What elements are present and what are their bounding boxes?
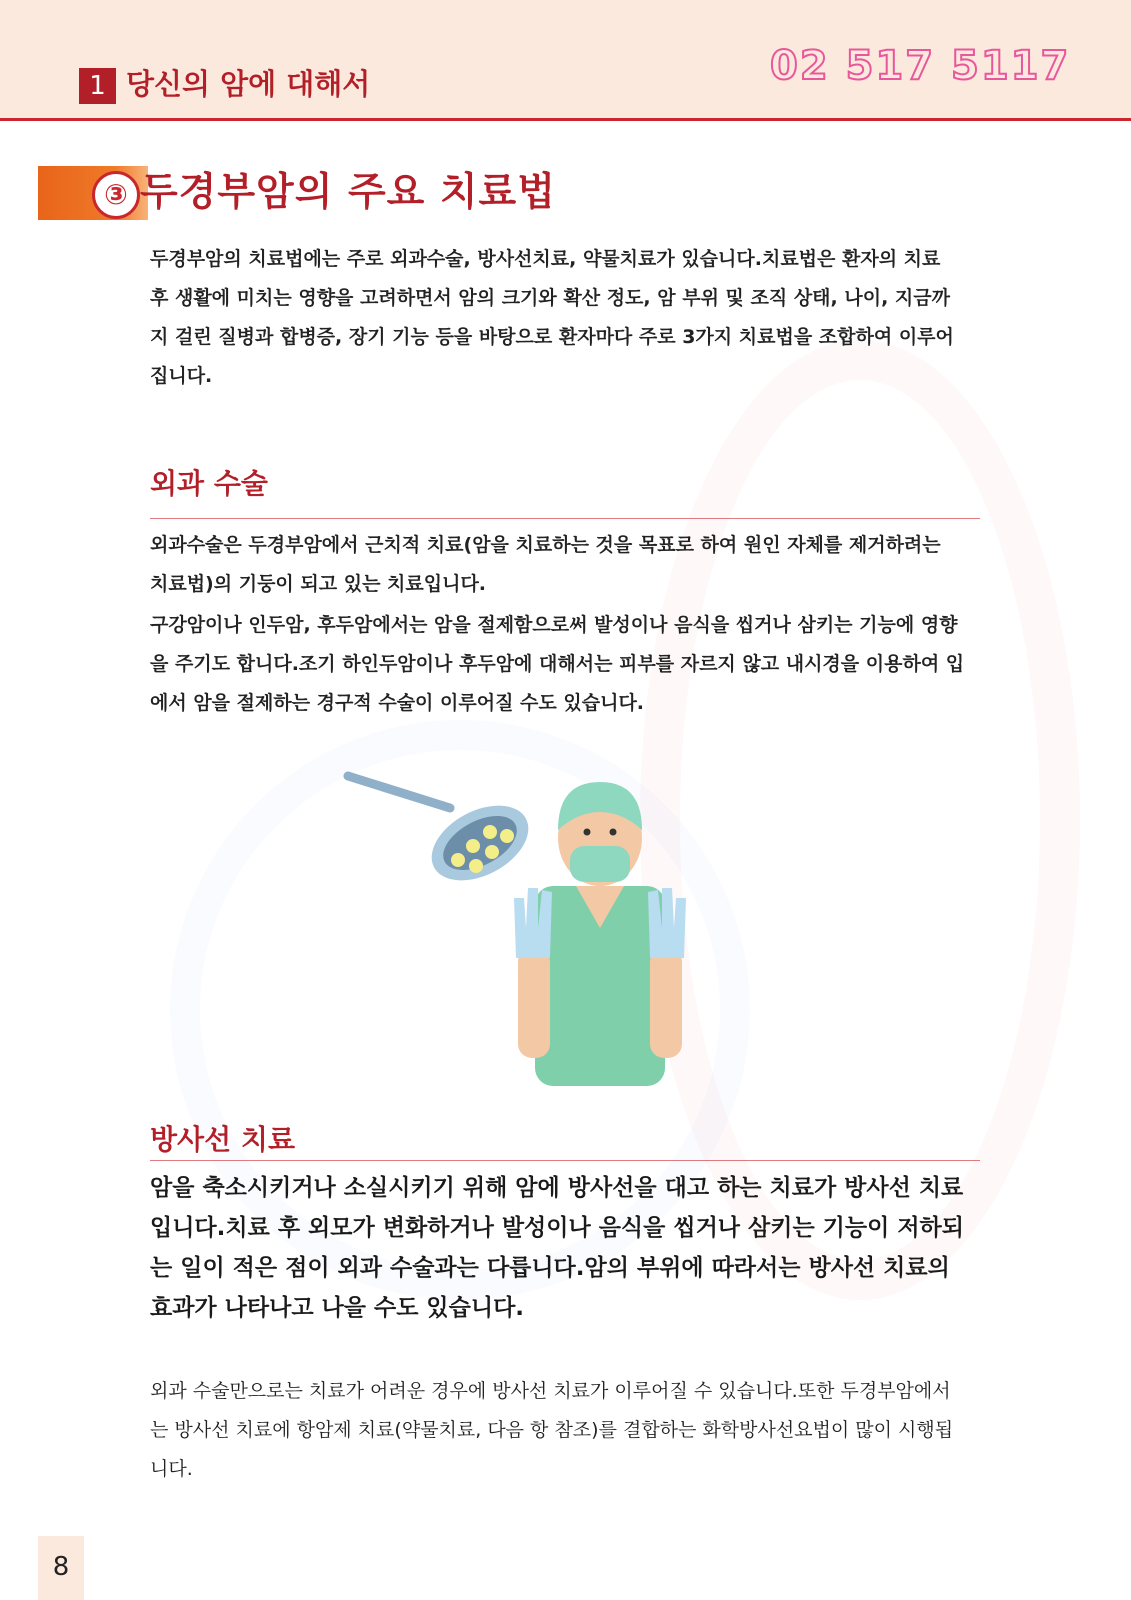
chapter-number: 1 (79, 68, 116, 104)
radiation-divider (150, 1160, 980, 1161)
section-marker: ③ (92, 171, 140, 219)
section-title: 두경부암의 주요 치료법 (140, 170, 556, 215)
radiation-paragraph-2: 외과 수술만으로는 치료가 어려운 경우에 방사선 치료가 이루어질 수 있습니다.또한 두경부암에서는 방사선 치료에 항암제 치료(약물치료, 다음 항 참조)를 결합하는 화학방사선요법이 많이 시행됩니다. (150, 1380, 954, 1480)
phone-number: 02 517 5117 (770, 43, 1071, 89)
intro-paragraph: 두경부암의 치료법에는 주로 외과수술, 방사선치료, 약물치료가 있습니다.치료법은 환자의 치료 후 생활에 미치는 영향을 고려하면서 암의 크기와 확산 정도, 암 부위 및 조직 상태, 나이, 지금까지 걸린 질병과 합병증, 장기 기능 등을 바탕으로 환자마다 주로 3가지 치료법을 조합하여 이루어집니다. (150, 248, 954, 387)
page-header (0, 0, 1131, 121)
surgeon-icon (514, 782, 686, 1086)
radiation-heading: 방사선 치료 (150, 1123, 295, 1156)
surgery-paragraph-2: 구강암이나 인두암, 후두암에서는 암을 절제함으로써 발성이나 음식을 씹거나 삼키는 기능에 영향을 주기도 합니다.조기 하인두암이나 후두암에 대해서는 피부를 자르지 않고 내시경을 이용하여 입에서 암을 절제하는 경구적 수술이 이루어질 수도 있습니다. (150, 614, 965, 714)
surgeon-illustration (340, 768, 740, 1088)
surgery-paragraph-1: 외과수술은 두경부암에서 근치적 치료(암을 치료하는 것을 목표로 하여 원인 자체를 제거하려는 치료법)의 기둥이 되고 있는 치료입니다. (150, 534, 941, 595)
chapter-title: 당신의 암에 대해서 (126, 67, 371, 101)
page-number: 8 (52, 1552, 70, 1582)
surgery-divider (150, 518, 980, 519)
surgery-heading: 외과 수술 (150, 467, 268, 500)
page-number-box (38, 1536, 84, 1600)
radiation-paragraph-1: 암을 축소시키거나 소실시키기 위해 암에 방사선을 대고 하는 치료가 방사선 치료입니다.치료 후 외모가 변화하거나 발성이나 음식을 씹거나 삼키는 기능이 저하되는 일이 적은 점이 외과 수술과는 다릅니다.암의 부위에 따라서는 방사선 치료의 효과가 나타나고 나을 수도 있습니다. (150, 1175, 964, 1321)
surgical-lamp-icon (348, 776, 541, 896)
